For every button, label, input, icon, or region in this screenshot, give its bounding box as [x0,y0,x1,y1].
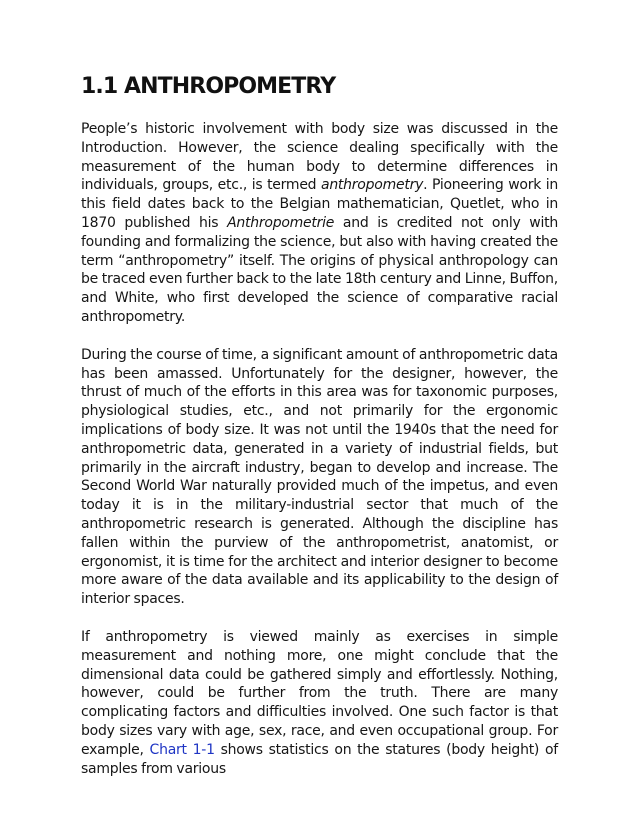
paragraph-1 [81,120,558,327]
term-anthropometry: anthropometry [320,177,424,194]
chart-1-1-link[interactable]: Chart 1-1 [149,741,215,758]
section-heading: 1.1 ANTHROPOMETRY [81,74,336,99]
paragraph-1-text-a: People’s historic involvement with body size was discussed in the Introduction. However, the science dealing specifically with the measurement of the human body to determine differences in individuals, groups, etc., is termed [81,121,558,194]
paragraph-2: During the course of time, a significant amount of anthropometric data has been amassed. Unfortunately for the designer, however, the thrust of much of the efforts in this area was for taxonomic purposes, physiological studies, etc., and not primarily for the ergonomic implications of body size. It was not until the 1940s that the need for anthropometric data, generated in a variety of industrial fields, but primarily in the aircraft industry, began to develop and increase. The Second World War naturally provided much of the impetus, and even today it is in the military-industrial sector that much of the anthropometric research is generated. Although the discipline has fallen within the purview of the anthropometrist, anatomist, or ergonomist, it is time for the architect and interior designer to become more aware of the data available and its applicability to the design of interior spaces. [81,346,558,608]
title-anthropometrie: Anthropometrie [227,214,335,231]
document-page [81,72,558,778]
paragraph-1-text-c: and is credited not only with founding and formalizing the science, but also with having created the term “anthropometry” itself. The origins of physical anthropology can be traced even further back to the late 18th century and Linne, Buffon, and White, who first developed the science of comparative racial anthropometry. [81,214,558,325]
paragraph-3-text-a: If anthropometry is viewed mainly as exercises in simple measurement and nothing more, one might conclude that the dimensional data could be gathered simply and effortlessly. Nothing, however, could be further from the truth. There are many complicating factors and difficulties involved. One such factor is that body sizes vary with age, sex, race, and even occupational group. For example, [81,628,558,758]
paragraph-1-text-b: . Pioneering work in this field dates back to the Belgian mathematician, Quetlet, who in 1870 published his [81,177,558,231]
paragraph-3-text-b: shows statistics on the statures (body height) of samples from various [81,741,558,777]
paragraph-3 [81,628,558,778]
